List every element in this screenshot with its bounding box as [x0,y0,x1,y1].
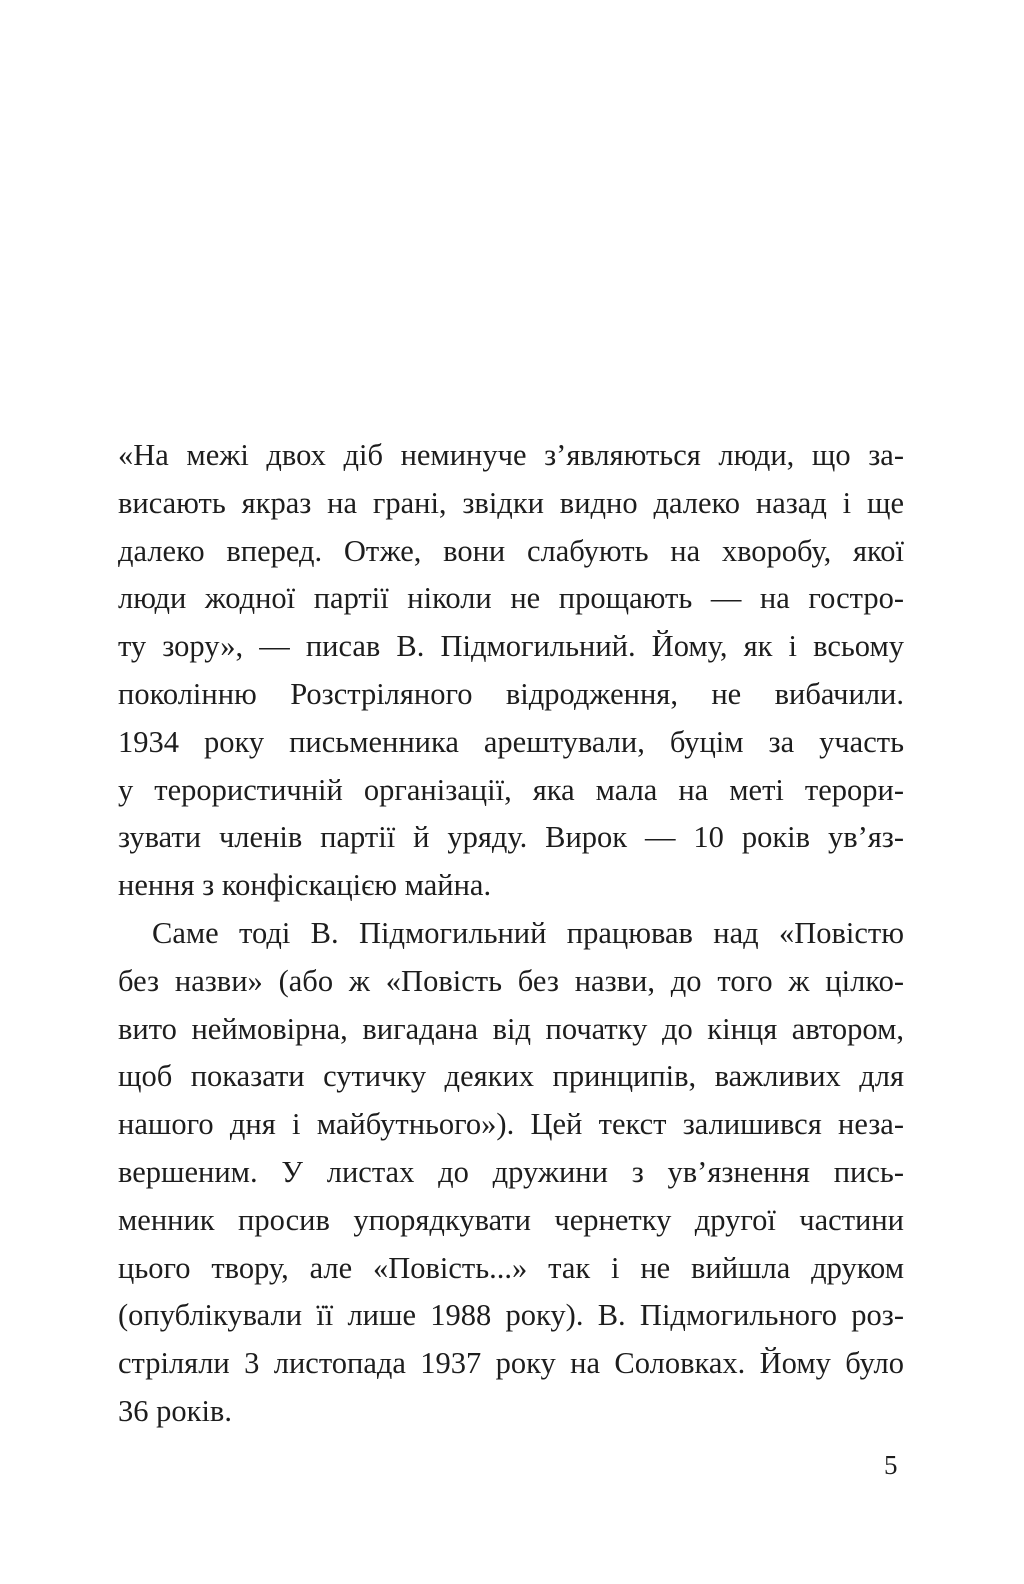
text-line: нення з конфіскацією майна. [118,868,492,903]
text-line: 1934 року письменника арештували, буцім за участь [118,724,904,759]
text-line: стріляли 3 листопада 1937 року на Соловках. Йому було [118,1346,904,1381]
text-line: зувати членів партії й уряду. Вирок — 10 років ув’яз- [118,820,904,855]
text-line: щоб показати сутичку деяких принципів, важливих для [118,1059,904,1094]
text-line: люди жодної партії ніколи не прощають — на гостро- [118,581,904,616]
paragraph-1 [118,432,904,910]
paragraph-2 [118,910,904,1436]
text-line: у терористичній організації, яка мала на меті терори- [118,772,904,807]
text-line: 36 років. [118,1393,232,1428]
text-line: Саме тоді В. Підмогильний працював над «Повістю [152,915,904,950]
text-line: вито неймовірна, вигадана від початку до кінця автором, [118,1011,904,1046]
text-line: далеко вперед. Отже, вони слабують на хворобу, якої [118,533,904,568]
main-text [118,432,904,1436]
text-line: без назви» (або ж «Повість без назви, до того ж цілко- [118,963,904,998]
text-line: ту зору», — писав В. Підмогильний. Йому, як і всьому [118,629,904,664]
text-line: «На межі двох діб неминуче з’являються люди, що за- [118,438,904,472]
text-line: нашого дня і майбутнього»). Цей текст залишився неза- [118,1107,904,1142]
page-number: 5 [884,1450,898,1480]
text-line: висають якраз на грані, звідки видно далеко назад і ще [118,485,904,520]
text-line: (опублікували її лише 1988 року). В. Підмогильного роз- [118,1298,904,1333]
text-line: менник просив упорядкувати чернетку другої частини [118,1202,904,1237]
text-line: цього твору, але «Повість...» так і не вийшла друком [118,1250,904,1285]
text-line: поколінню Розстріляного відродження, не вибачили. [118,676,904,711]
text-line: вершеним. У листах до дружини з ув’язнення пись- [118,1154,904,1189]
